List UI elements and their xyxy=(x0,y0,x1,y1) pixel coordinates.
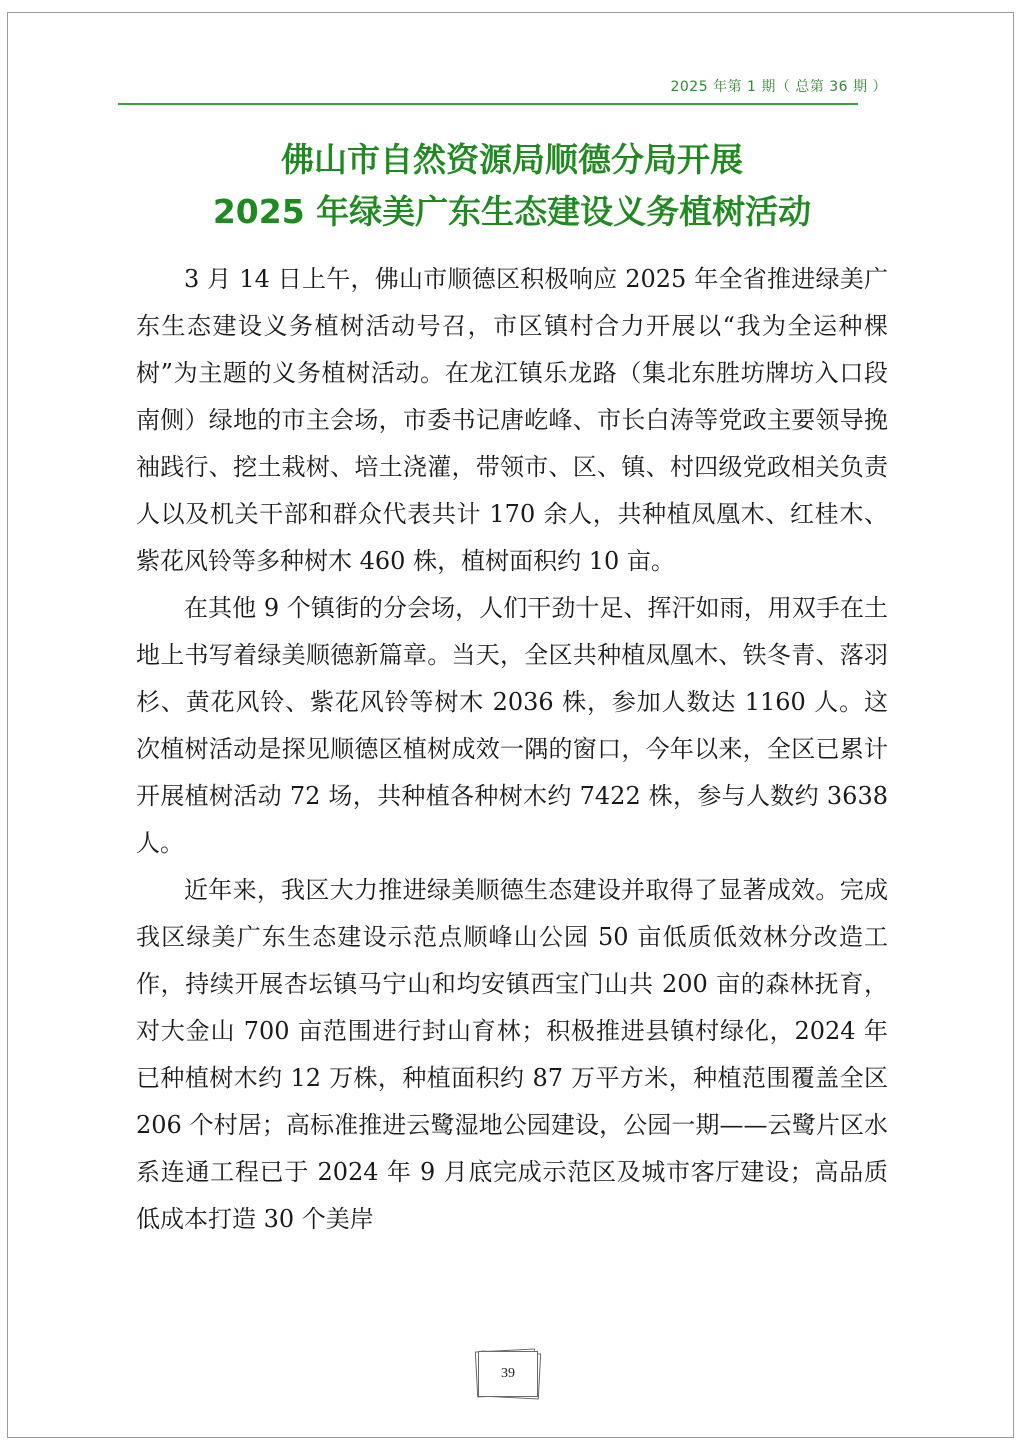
paragraph: 在其他 9 个镇街的分会场，人们干劲十足、挥汗如雨，用双手在土地上书写着绿美顺德新篇章。当天，全区共种植凤凰木、铁冬青、落羽杉、黄花风铃、紫花风铃等树木 2036 株，参加人数达 1160 人。这次植树活动是探见顺德区植树成效一隅的窗口，今年以来，全区已累计开展植树活动 72 场，共种植各种树木约 7422 株，参与人数约 3638 人。 xyxy=(136,594,888,857)
issue-number: 2025 年第 1 期（ 总第 36 期 ） xyxy=(670,79,887,95)
header-divider xyxy=(118,103,858,105)
article-body xyxy=(136,256,888,1243)
article-title-line-1: 佛山市自然资源局顺德分局开展 xyxy=(281,140,743,179)
page-number: 39 xyxy=(501,1366,515,1381)
paragraph: 近年来，我区大力推进绿美顺德生态建设并取得了显著成效。完成我区绿美广东生态建设示范点顺峰山公园 50 亩低质低效林分改造工作，持续开展杏坛镇马宁山和均安镇西宝门山共 200 亩的森林抚育，对大金山 700 亩范围进行封山育林；积极推进县镇村绿化，2024 年已种植树木约 12 万株，种植面积约 87 万平方米，种植范围覆盖全区 206 个村居；高标准推进云鹭湿地公园建设，公园一期——云鹭片区水系连通工程已于 2024 年 9 月底完成示范区及城市客厅建设；高品质低成本打造 30 个美岸 xyxy=(136,876,888,1233)
page-number-badge xyxy=(474,1348,542,1400)
paragraph: 3 月 14 日上午，佛山市顺德区积极响应 2025 年全省推进绿美广东生态建设义务植树活动号召，市区镇村合力开展以“我为全运种棵树”为主题的义务植树活动。在龙江镇乐龙路（集北东胜坊牌坊入口段南侧）绿地的市主会场，市委书记唐屹峰、市长白涛等党政主要领导挽袖践行、挖土栽树、培土浇灌，带领市、区、镇、村四级党政相关负责人以及机关干部和群众代表共计 170 余人，共种植凤凰木、红桂木、紫花风铃等多种树木 460 株，植树面积约 10 亩。 xyxy=(136,265,888,575)
article-title-line-2: 2025 年绿美广东生态建设义务植树活动 xyxy=(212,192,812,231)
